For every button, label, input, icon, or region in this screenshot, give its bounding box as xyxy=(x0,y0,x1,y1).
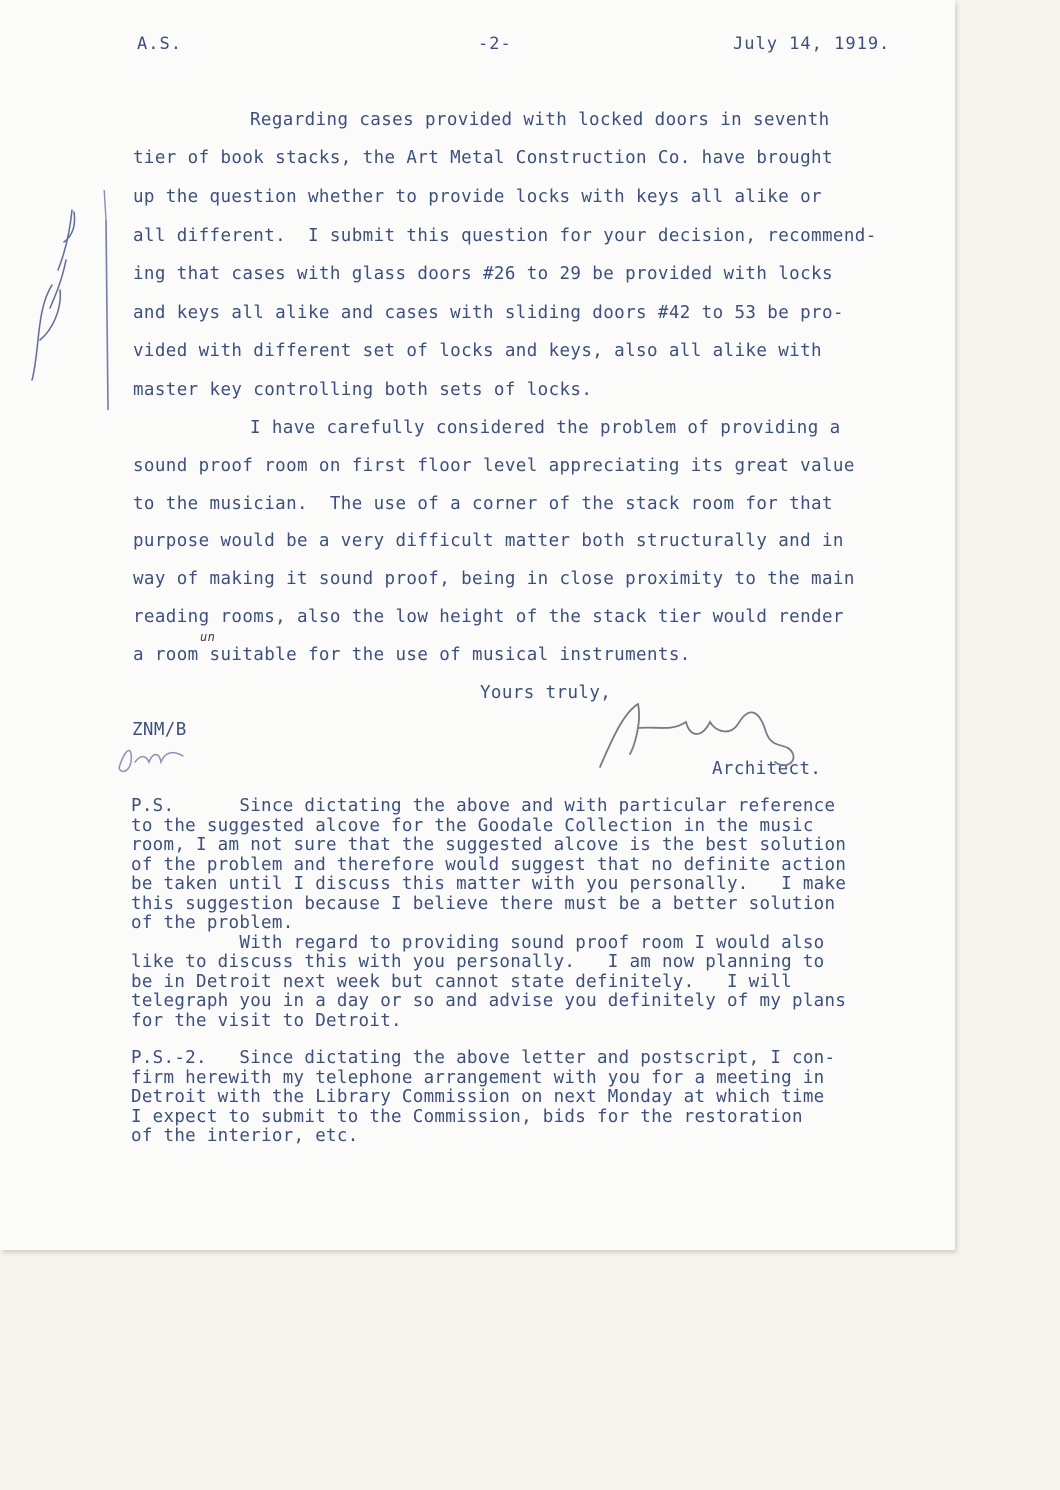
body-line: and keys all alike and cases with sliding doors #42 to 53 be pro- xyxy=(133,303,844,323)
body-line: Regarding cases provided with locked doors in seventh xyxy=(250,110,830,130)
body-line: to the musician. The use of a corner of the stack room for that xyxy=(133,494,833,514)
body-line: sound proof room on first floor level appreciating its great value xyxy=(133,456,855,476)
page-number: -2- xyxy=(478,34,512,54)
header-initials: A.S. xyxy=(137,34,182,54)
body-line: way of making it sound proof, being in close proximity to the main xyxy=(133,569,855,589)
postscript-2: P.S.-2. Since dictating the above letter and postscript, I con- firm herewith my telephone arrangement with you for a meeting in Detroit with the Library Commission on next Monday at which time I expect to submit to the Commission, bids for the restoration of the interior, etc. xyxy=(131,1048,836,1146)
signer-title: Architect. xyxy=(712,759,822,779)
closing: Yours truly, xyxy=(480,683,612,703)
body-line: vided with different set of locks and keys, also all alike with xyxy=(133,341,822,361)
body-line: master key controlling both sets of locks. xyxy=(133,380,593,400)
body-line: up the question whether to provide locks with keys all alike or xyxy=(133,187,822,207)
body-line: all different. I submit this question for your decision, recommend- xyxy=(133,226,877,246)
handwritten-initials xyxy=(113,738,193,778)
handwritten-signature xyxy=(590,692,820,782)
body-line: ing that cases with glass doors #26 to 29 be provided with locks xyxy=(133,264,833,284)
body-line: I have carefully considered the problem of providing a xyxy=(250,418,841,438)
handwritten-insertion: un xyxy=(200,630,216,644)
body-line: tier of book stacks, the Art Metal Construction Co. have brought xyxy=(133,148,833,168)
handwritten-margin-note xyxy=(22,190,112,420)
body-line: reading rooms, also the low height of the stack tier would render xyxy=(133,607,844,627)
body-line: purpose would be a very difficult matter both structurally and in xyxy=(133,531,844,551)
typist-initials: ZNM/B xyxy=(132,720,187,740)
postscript-1: P.S. Since dictating the above and with particular reference to the suggested alcove for the Goodale Collection in the music room, I am not sure that the suggested alcove is the best solution of the problem and therefore would suggest that no definite action be taken until I discuss this matter with you personally. I make this suggestion because I believe there must be a better solution of the problem. With regard to providing sound proof room I would also like to discuss this with you personally. I am now planning to be in Detroit next week but cannot state definitely. I will telegraph you in a day or so and advise you definitely of my plans for the visit to Detroit. xyxy=(131,796,847,1031)
body-line: a room suitable for the use of musical instruments. xyxy=(133,645,691,665)
letter-date: July 14, 1919. xyxy=(733,34,891,54)
